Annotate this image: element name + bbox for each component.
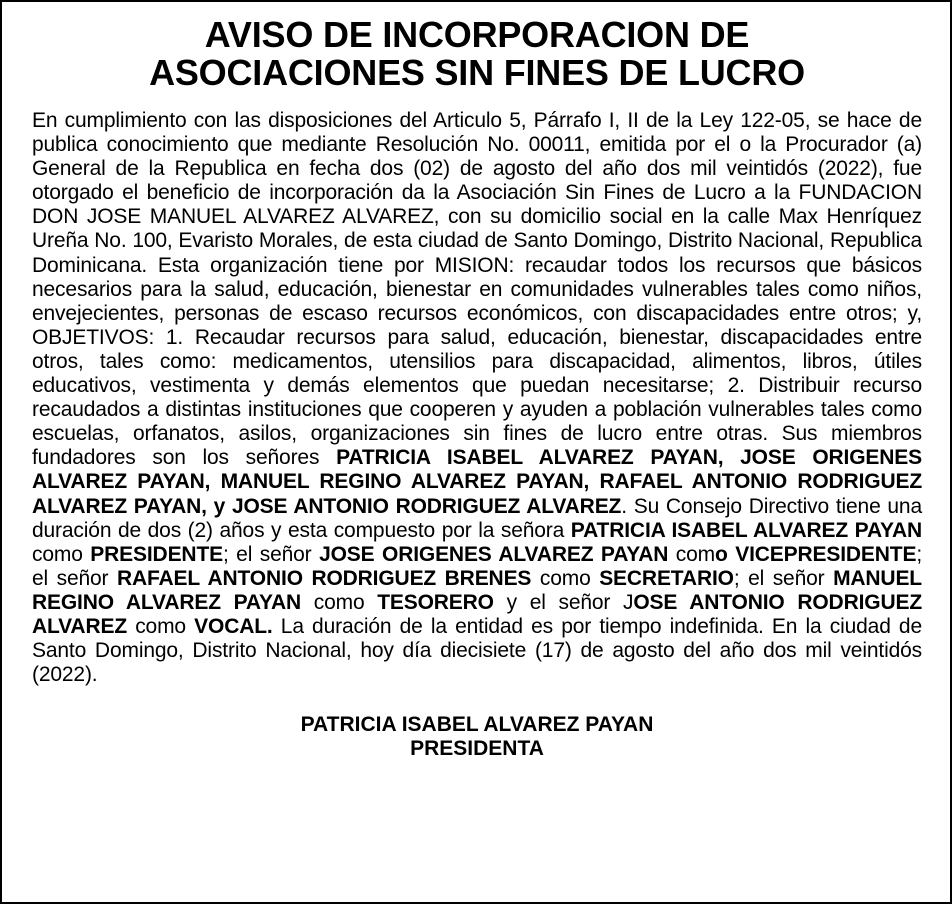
body-segment-bold: TESORERO (377, 590, 494, 614)
body-segment: como (531, 566, 600, 590)
body-segment: como (32, 542, 91, 566)
body-segment-bold: SECRETARIO (599, 566, 734, 590)
signatory-role: PRESIDENTA (410, 737, 544, 761)
body-segment: . Su Consejo Directivo tiene una duración de dos (2) años y esta compuesto por la señora (32, 494, 922, 542)
body-segment-bold: PATRICIA ISABEL ALVAREZ PAYAN, JOSE ORIGENES ALVAREZ PAYAN, MANUEL REGINO ALVAREZ PAYAN, RAFAEL ANTONIO RODRIGUEZ ALVAREZ PAYAN, y JOSE ANTONIO RODRIGUEZ ALVAREZ (32, 446, 922, 518)
body-segment: como (300, 590, 378, 614)
body-segment-bold: RAFAEL ANTONIO RODRIGUEZ BRENES (116, 566, 532, 590)
body-segment: y el señor J (493, 590, 634, 614)
body-segment-bold: PRESIDENTE (90, 542, 223, 566)
body-segment: como (127, 614, 195, 638)
title-line-2: ASOCIACIONES SIN FINES DE LUCRO (149, 52, 805, 93)
body-segment-bold: VOCAL. (194, 614, 273, 638)
body-segment: ; el señor (222, 542, 320, 566)
title-line-1: AVISO DE INCORPORACION DE (204, 14, 750, 55)
body-segment: com (668, 542, 716, 566)
signature-block (32, 713, 922, 761)
body-segment-bold: JOSE ORIGENES ALVAREZ PAYAN (319, 542, 669, 566)
body-segment-bold: OSE ANTONIO RODRIGUEZ ALVAREZ (32, 590, 922, 638)
body-segment-bold: PATRICIA ISABEL ALVAREZ PAYAN (570, 518, 922, 542)
body-segment-bold: MANUEL REGINO ALVAREZ PAYAN (32, 566, 922, 614)
signatory-name: PATRICIA ISABEL ALVAREZ PAYAN (300, 713, 654, 737)
body-segment: ; el señor (32, 542, 923, 590)
body-segment-bold: o VICEPRESIDENTE (715, 542, 917, 566)
notice-body (32, 109, 922, 687)
notice-title (32, 16, 922, 92)
body-segment: En cumplimiento con las disposiciones del Articulo 5, Párrafo I, II de la Ley 122-05, se hace de publica conocimiento que mediante Resolución No. 00011, emitida por el o la Procurador (a) General de la Republica en fecha dos (02) de agosto del año dos mil veintidós (2022), fue otorgado el beneficio de incorporación da la Asociación Sin Fines de Lucro a la FUNDACION DON JOSE MANUEL ALVAREZ ALVAREZ, con su domicilio social en la calle Max Henríquez Ureña No. 100, Evaristo Morales, de esta ciudad de Santo Domingo, Distrito Nacional, Republica Dominicana. Esta organización tiene por MISION: recaudar todos los recursos que básicos necesarios para la salud, educación, bienestar en comunidades vulnerables tales como niños, envejecientes, personas de escaso recursos económicos, con discapacidades entre otros; y, OBJETIVOS: 1. Recaudar recursos para salud, educación, bienestar, discapacidades entre otros, tales como: medicamentos, utensilios para discapacidad, alimentos, libros, útiles educativos, vestimenta y demás elementos que puedan necesitarse; 2. Distribuir recurso recaudados a distintas instituciones que cooperen y ayuden a población vulnerables tales como escuelas, orfanatos, asilos, organizaciones sin fines de lucro entre otras. Sus miembros fundadores son los señores (32, 109, 922, 470)
body-segment: La duración de la entidad es por tiempo indefinida. En la ciudad de Santo Domingo, Distrito Nacional, hoy día diecisiete (17) de agosto del año dos mil veintidós (2022). (32, 614, 922, 687)
body-segment: ; el señor (733, 566, 834, 590)
